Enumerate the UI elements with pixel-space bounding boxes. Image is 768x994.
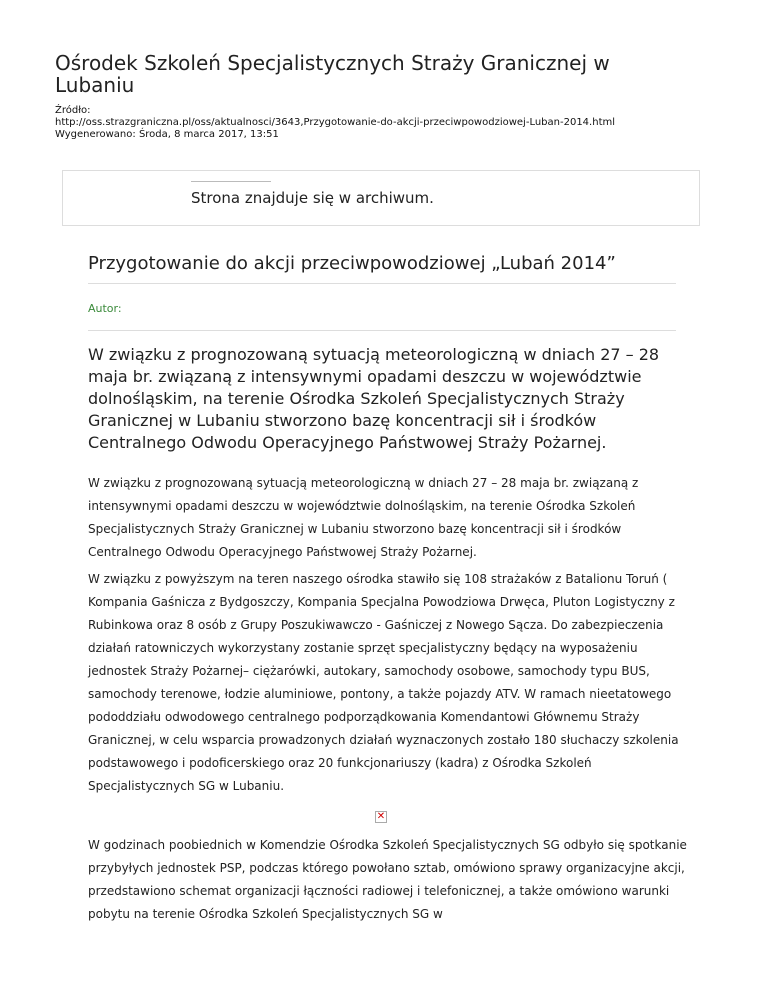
author-label: Autor:	[88, 302, 122, 315]
archive-divider	[191, 181, 271, 182]
title-divider	[88, 283, 676, 284]
article-paragraph: W godzinach poobiednich w Komendzie Ośrodka Szkoleń Specjalistycznych SG odbyło się spotkanie przybyłych jednostek PSP, podczas którego powołano sztab, omówiono sprawy organizacyjne akcji, przedstawiono schemat organizacji łączności radiowej i telefonicznej, a także omówiono warunki pobytu na terenie Ośrodka Szkoleń Specjalistycznych SG w	[88, 838, 687, 921]
archive-notice-box	[62, 170, 700, 226]
source-label: Źródło:	[55, 105, 91, 116]
archive-notice: Strona znajduje się w archiwum.	[191, 189, 434, 207]
author-divider	[88, 330, 676, 331]
source-url[interactable]: http://oss.strazgraniczna.pl/oss/aktualnosci/3643,Przygotowanie-do-akcji-przeciwpowodziowej-Luban-2014.html	[55, 117, 616, 128]
article-title: Przygotowanie do akcji przeciwpowodziowej „Lubań 2014”	[88, 253, 616, 274]
page-meta	[55, 105, 755, 141]
broken-image-icon: ✕	[376, 811, 386, 822]
article-lead: W związku z prognozowaną sytuacją meteorologiczną w dniach 27 – 28 maja br. związaną z intensywnymi opadami deszczu w województwie dolnośląskim, na terenie Ośrodka Szkoleń Specjalistycznych Straży Granicznej w Lubaniu stworzono bazę koncentracji sił i środków Centralnego Odwodu Operacyjnego Państwowej Straży Pożarnej.	[88, 345, 660, 452]
generated-date: Wygenerowano: Środa, 8 marca 2017, 13:51	[55, 129, 279, 140]
article-paragraph: W związku z prognozowaną sytuacją meteorologiczną w dniach 27 – 28 maja br. związaną z intensywnymi opadami deszczu w województwie dolnośląskim, na terenie Ośrodka Szkoleń Specjalistycznych Straży Granicznej w Lubaniu stworzono bazę koncentracji sił i środków Centralnego Odwodu Operacyjnego Państwowej Straży Pożarnej.	[88, 476, 639, 559]
site-title: Ośrodek Szkoleń Specjalistycznych Straży Granicznej w Lubaniu	[55, 51, 610, 97]
article-paragraph: W związku z powyższym na teren naszego ośrodka stawiło się 108 strażaków z Batalionu Toruń ( Kompania Gaśnicza z Bydgoszczy, Kompania Specjalna Powodziowa Drwęca, Pluton Logistyczny z Rubinkowa oraz 8 osób z Grupy Poszukiwawczo - Gaśniczej z Nowego Sącza. Do zabezpieczenia działań ratowniczych wykorzystany zostanie sprzęt specjalistyczny będący na wyposażeniu jednostek Straży Pożarnej– ciężarówki, autokary, samochody osobowe, samochody typu BUS, samochody terenowe, łodzie aluminiowe, pontony, a także pojazdy ATV. W ramach nieetatowego pododdziału odwodowego centralnego podporządkowania Komendantowi Głównemu Straży Granicznej, w celu wsparcia prowadzonych działań wyznaczonych zostało 180 słuchaczy szkolenia podstawowego i podoficerskiego oraz 20 funkcjonariuszy (kadra) z Ośrodka Szkoleń Specjalistycznych SG w Lubaniu.	[88, 572, 679, 793]
